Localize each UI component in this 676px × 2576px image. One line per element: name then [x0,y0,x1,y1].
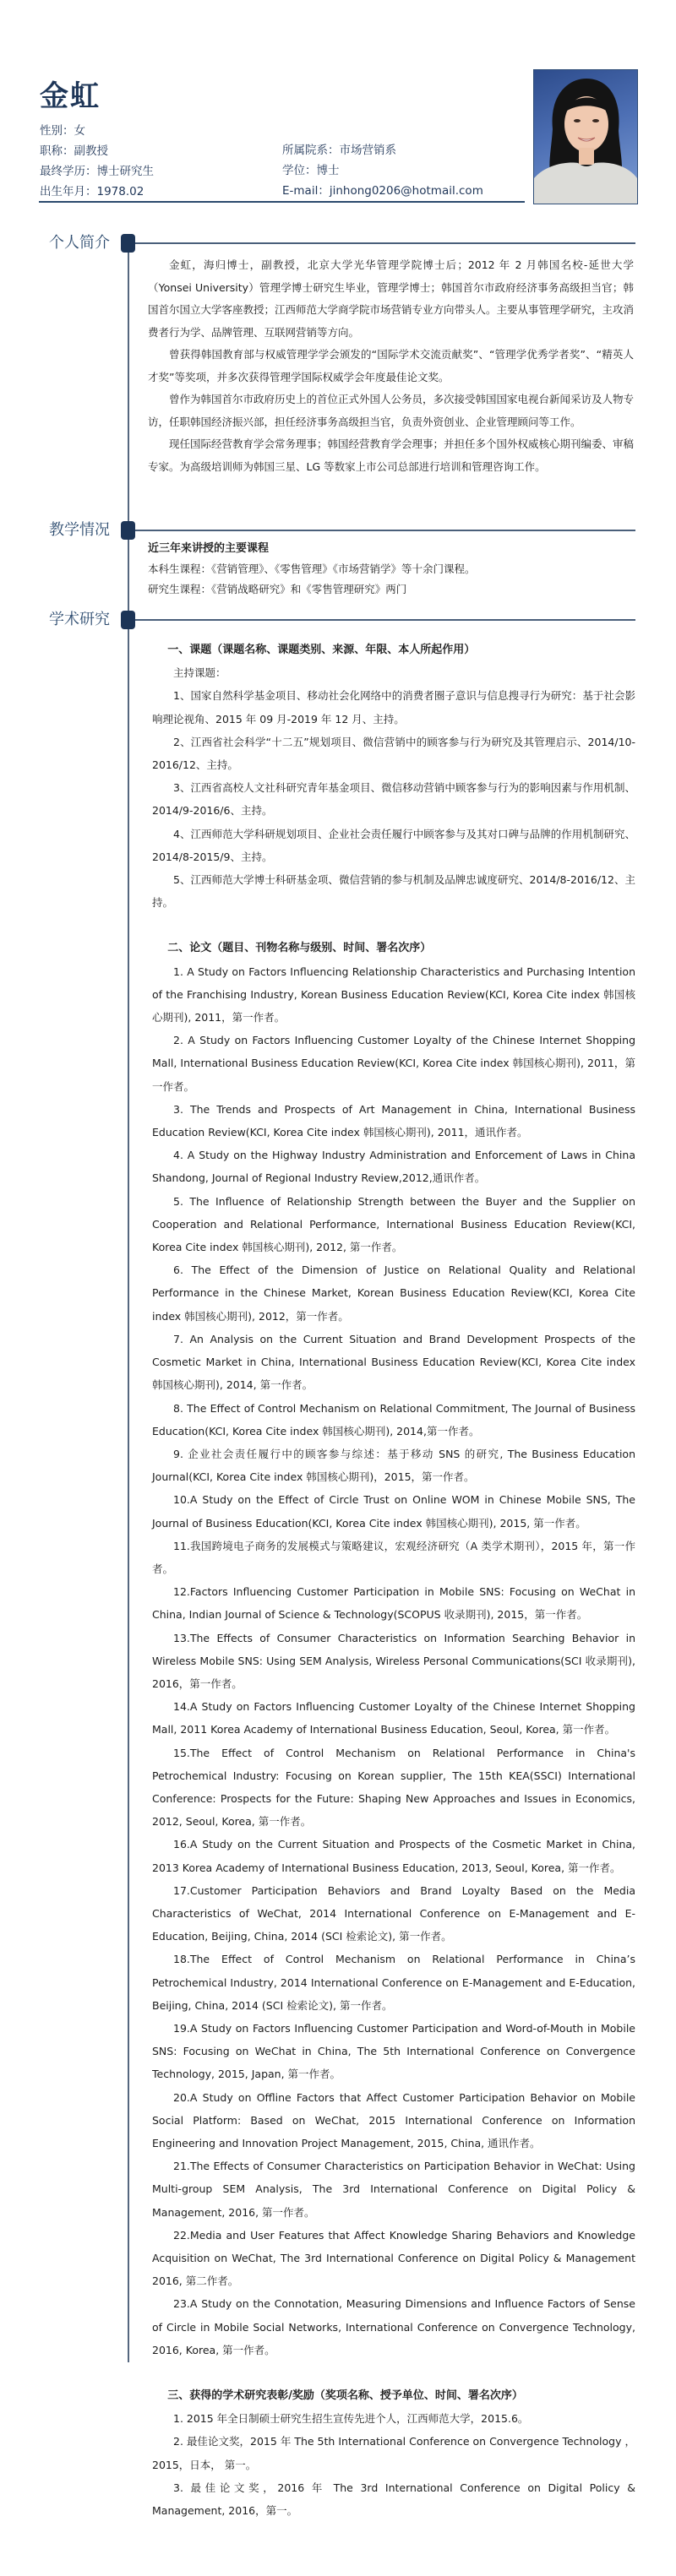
basic-info-right [282,140,483,201]
awards-heading: 三、获得的学术研究表彰/奖励（奖项名称、授予单位、时间、署名次序） [167,2389,523,2403]
projects-intro: 主持课题： [173,666,226,680]
award-item: 1. 2015 年全日制硕士研究生招生宣传先进个人，江西师范大学，2015.6。 [173,2412,529,2426]
portrait-photo [533,69,638,204]
paper-item: 3. The Trends and Prospects of Art Management in China, International Business Education Review(KCI, Korea Cite index 韩国核心期刊), 2011，通讯作者。 [152,1102,635,1139]
paper-item: 2. A Study on Factors Influencing Customer Loyalty of the Chinese Internet Shopping Mall, International Business Education Review(KCI, Korea Cite index 韩国核心期刊), 2011，第一作者。 [152,1034,635,1093]
teaching-heading: 近三年来讲授的主要课程 [148,542,270,555]
section-marker [121,521,135,540]
section-marker [121,611,135,629]
bio-paragraph: 现任国际经营教育学会常务理事；韩国经营教育学会理事；并担任多个国外权威核心期刊编委、审稿专家。为高级培训师为韩国三星、LG 等数家上市公司总部进行培训和管理咨询工作。 [148,437,635,473]
paper-item: 18.The Effect of Control Mechanism on Relational Performance in China’s Petrochemical Industry, 2014 International Conference on E-Management and E-Education, Beijing, China, 2014 (SCI 检索论文), 第一作者。 [152,1953,635,2012]
teaching-content [148,539,634,600]
paper-item: 16.A Study on the Current Situation and Prospects of the Cosmetic Market in China, 2013 Korea Academy of International Business Education, 2013, Seoul, Korea, 第一作者。 [152,1838,635,1874]
person-name: 金虹 [40,79,101,113]
project-item: 2、江西省社会科学“十二五”规划项目、微信营销中的顾客参与行为研究及其管理启示、2014/10-2016/12、主持。 [152,735,635,772]
paper-item: 22.Media and User Features that Affect Knowledge Sharing Behaviors and Knowledge Acquisition on WeChat, The 3rd International Conference on Digital Policy & Management 2016, 第二作者。 [152,2228,635,2288]
section-marker [121,234,135,253]
paper-item: 9. 企业社会责任履行中的顾客参与综述：基于移动 SNS 的研究, The Business Education Journal(KCI, Korea Cite index 韩国核心期刊)，2015，第一作者。 [152,1447,635,1484]
section-title-bio: 个人简介 [49,234,110,252]
section-title-teaching: 教学情况 [49,521,110,539]
title-field: 职称：副教授 [40,144,108,158]
paper-item: 5. The Influence of Relationship Strength between the Buyer and the Supplier on Cooperation and Relational Performance, International Business Education Review(KCI, Korea Cite index 韩国核心期刊), 2012, 第一作者。 [152,1194,635,1254]
paper-item: 6. The Effect of the Dimension of Justice on Relational Quality and Relational Performance in the Chinese Market, Korean Business Education Review(KCI, Korea Cite index 韩国核心期刊), 2012，第一作者。 [152,1264,635,1323]
section-divider [135,242,635,244]
bio-paragraph: 金虹，海归博士，副教授，北京大学光华管理学院博士后；2012 年 2 月韩国名校-延世大学（Yonsei University）管理学博士研究生毕业，管理学博士；韩国首尔市政府经济事务高级担当官；韩国首尔国立大学客座教授；江西师范大学商学院市场营销专业方向带头人。主要从事管理学研究，主攻消费者行为学、品牌管理、互联网营销等方向。 [148,258,635,339]
paper-item: 21.The Effects of Consumer Characteristics on Participation Behavior in WeChat: Using Multi-group SEM Analysis, The 3rd International Conference on Digital Policy & Management, 2016, 第一作者。 [152,2160,635,2219]
bio-paragraph: 曾作为韩国首尔市政府历史上的首位正式外国人公务员，多次接受韩国国家电视台新闻采访及人物专访，任职韩国经济振兴部，担任经济事务高级担当官，负责外资创业、企业管理顾问等工作。 [148,393,635,428]
basic-info-left [40,121,154,202]
paper-item: 14.A Study on Factors Influencing Customer Loyalty of the Chinese Internet Shopping Mall, 2011 Korea Academy of International Business Education, Seoul, Korea, 第一作者。 [152,1700,635,1736]
papers-heading: 二、论文（题目、刊物名称与级别、时间、署名次序） [167,942,432,955]
award-item: 3. 最佳论文奖，2016 年 The 3rd International Conference on Digital Policy & Management, 2016，第一。 [152,2481,635,2518]
graduate-courses: 研究生课程：《营销战略研究》和《零售管理研究》两门 [148,583,407,595]
project-item: 1、国家自然科学基金项目、移动社会化网络中的消费者圈子意识与信息搜寻行为研究：基于社会影响理论视角、2015 年 09 月-2019 年 12 月、主持。 [152,689,635,726]
section-divider [135,619,635,621]
undergrad-courses: 本科生课程：《营销管理》、《零售管理》《市场营销学》等十余门课程。 [148,562,476,575]
paper-item: 4. A Study on the Highway Industry Administration and Enforcement of Laws in China Shandong, Journal of Regional Industry Review,2012,通讯作者。 [152,1149,635,1185]
section-divider [135,530,635,531]
paper-item: 10.A Study on the Effect of Circle Trust on Online WOM in Chinese Mobile SNS, The Journal of Business Education(KCI, Korea Cite index 韩国核心期刊), 2015, 第一作者。 [152,1493,635,1530]
section-header-bio [0,231,676,257]
paper-item: 11.我国跨境电子商务的发展模式与策略建议，宏观经济研究（A 类学术期刊），2015 年，第一作者。 [152,1539,635,1575]
paper-item: 20.A Study on Offline Factors that Affect Customer Participation Behavior on Mobile Social Platform: Based on WeChat, 2015 International Conference on Information Engineering and Innovation Project Management, 2015, China, 通讯作者。 [152,2090,635,2149]
header-divider [39,201,525,203]
research-content [152,627,635,2522]
bio-content [148,254,634,478]
email-field[interactable]: E-mail：jinhong0206@hotmail.com [282,184,483,198]
paper-item: 19.A Study on Factors Influencing Customer Participation and Word-of-Mouth in Mobile SNS: Focusing on WeChat in China, The 5th International Conference on Convergence Technology, 2015, Japan, 第一作者。 [152,2021,635,2081]
paper-item: 7. An Analysis on the Current Situation and Brand Development Prospects of the Cosmetic Market in China, International Business Education Review(KCI, Korea Cite index 韩国核心期刊), 2014, 第一作者。 [152,1332,635,1392]
degree-field: 学位：博士 [282,164,340,177]
bio-paragraph: 曾获得韩国教育部与权威管理学学会颁发的“国际学术交流贡献奖”、“管理学优秀学者奖”、“精英人才奖”等奖项，并多次获得管理学国际权威学会年度最佳论文奖。 [148,348,634,383]
paper-item: 8. The Effect of Control Mechanism on Relational Commitment, The Journal of Business Education(KCI, Korea Cite index 韩国核心期刊), 2014,第一作者。 [152,1401,635,1437]
portrait-icon [534,70,637,204]
project-item: 5、江西师范大学博士科研基金项、微信营销的参与机制及品牌忠诚度研究、2014/8-2016/12、主持。 [152,873,635,910]
paper-item: 13.The Effects of Consumer Characteristics on Information Searching Behavior in Wireless Mobile SNS: Using SEM Analysis, Wireless Personal Communications(SCI 收录期刊), 2016，第一作者。 [152,1631,635,1690]
project-item: 4、江西师范大学科研规划项目、企业社会责任履行中顾客参与及其对口碑与品牌的作用机制研究、2014/8-2015/9、主持。 [152,827,635,863]
education-field: 最终学历：博士研究生 [40,165,154,178]
paper-item: 17.Customer Participation Behaviors and Brand Loyalty Based on the Media Characteristics of WeChat, 2014 International Conference on E-Management and E-Education, Beijing, China, 2014 (SCI 检索论文), 第一作者。 [152,1883,635,1943]
gender-field: 性别：女 [40,124,85,138]
timeline-line [128,242,129,2362]
section-title-research: 学术研究 [49,611,110,628]
birth-field: 出生年月：1978.02 [40,185,144,198]
department-field: 所属院系：市场营销系 [282,144,396,157]
project-item: 3、江西省高校人文社科研究青年基金项目、微信移动营销中顾客参与行为的影响因素与作用机制、2014/9-2016/6、主持。 [152,781,635,818]
award-item: 2. 最佳论文奖，2015 年 The 5th International Conference on Convergence Technology ，2015，日本， 第一。 [152,2435,635,2471]
paper-item: 15.The Effect of Control Mechanism on Relational Performance in China's Petrochemical Industry: Focusing on Korean supplier, The 15th KEA(SSCI) International Conference: Prospects for the Future: Shaping New Approaches and Issues in Economics, 2012, Seoul, Korea, 第一作者。 [152,1746,635,1829]
paper-item: 23.A Study on the Connotation, Measuring Dimensions and Influence Factors of Sense of Circle in Mobile Social Networks, International Conference on Convergence Technology, 2016, Korea, 第一作者。 [152,2297,635,2356]
paper-item: 1. A Study on Factors Influencing Relationship Characteristics and Purchasing Intention of the Franchising Industry, Korean Business Education Review(KCI, Korea Cite index 韩国核心期刊), 2011，第一作者。 [152,965,635,1024]
paper-item: 12.Factors Influencing Customer Participation in Mobile SNS: Focusing on WeChat in China, Indian Journal of Science & Technology(SCOPUS 收录期刊), 2015，第一作者。 [152,1585,635,1622]
projects-heading: 一、课题（课题名称、课题类别、来源、年限、本人所起作用） [167,644,476,656]
